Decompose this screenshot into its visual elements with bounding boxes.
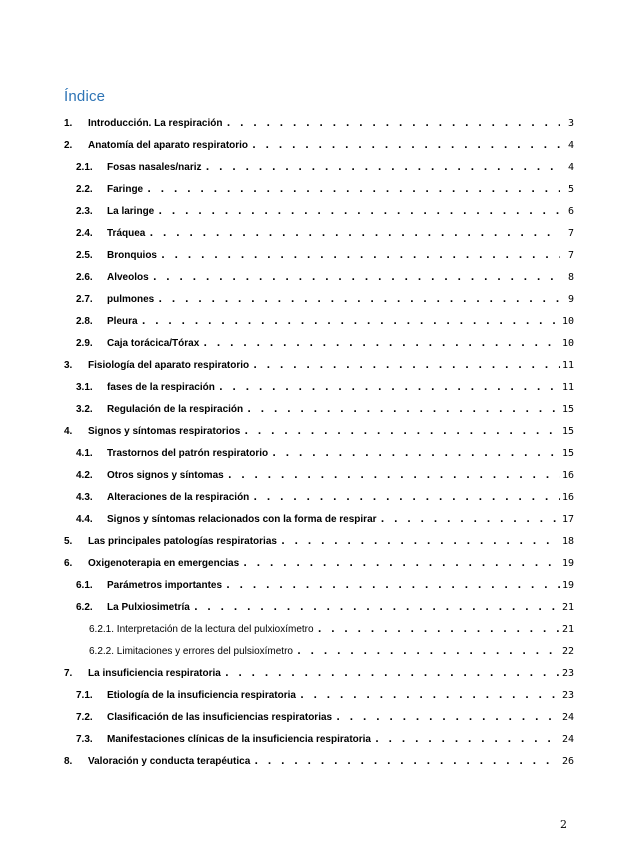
dot-leader xyxy=(280,536,560,548)
toc-entry-label: Pleura xyxy=(107,316,138,327)
toc-entry-number: 2.7. xyxy=(76,294,93,305)
toc-entry[interactable] xyxy=(89,614,574,636)
toc-entry[interactable] xyxy=(76,504,574,526)
toc-entry-number: 2.6. xyxy=(76,272,93,283)
toc-entry-label: Bronquios xyxy=(107,250,157,261)
toc-entry-label: Parámetros importantes xyxy=(107,580,223,591)
toc-entry-label: Otros signos y síntomas xyxy=(107,470,224,481)
toc-entry[interactable] xyxy=(76,460,574,482)
toc-entry-number: 4. xyxy=(64,426,73,437)
toc-entry[interactable] xyxy=(76,306,574,328)
toc-entry-page: 16 xyxy=(561,492,574,503)
toc-entry-label: Fisiología del aparato respiratorio xyxy=(88,360,250,371)
dot-leader xyxy=(374,734,560,746)
toc-entry-label: Signos y síntomas respiratorios xyxy=(88,426,241,437)
dot-leader xyxy=(246,404,560,416)
toc-entry[interactable] xyxy=(76,724,574,746)
dot-leader xyxy=(335,712,560,724)
toc-entry-label: 6.2.1. Interpretación de la lectura del pulxioxímetro xyxy=(89,624,314,635)
dot-leader xyxy=(252,492,560,504)
toc-entry-label: Caja torácica/Tórax xyxy=(107,338,200,349)
toc-entry-number: 7. xyxy=(64,668,73,679)
toc-entry-page: 7 xyxy=(567,228,574,239)
toc-entry-label: fases de la respiración xyxy=(107,382,215,393)
toc-entry-page: 23 xyxy=(561,668,574,679)
dot-leader xyxy=(253,756,560,768)
toc-entry[interactable] xyxy=(64,548,574,570)
page-number: 2 xyxy=(560,818,567,831)
toc-entry-label: Oxigenoterapia en emergencias xyxy=(88,558,240,569)
toc-entry[interactable] xyxy=(64,416,574,438)
toc-entry-label: Signos y síntomas relacionados con la forma de respirar xyxy=(107,514,377,525)
toc-entry-number: 7.3. xyxy=(76,734,93,745)
toc-entry[interactable] xyxy=(64,658,574,680)
toc-entry-label: La insuficiencia respiratoria xyxy=(88,668,221,679)
toc-entry-label: La Pulxiosimetría xyxy=(107,602,190,613)
toc-entry-page: 19 xyxy=(561,558,574,569)
dot-leader xyxy=(380,514,560,526)
toc-entry-page: 26 xyxy=(561,756,574,767)
toc-entry[interactable] xyxy=(76,680,574,702)
toc-entry-number: 2.1. xyxy=(76,162,93,173)
toc-entry-page: 19 xyxy=(561,580,574,591)
toc-entry[interactable] xyxy=(76,592,574,614)
toc-entry-number: 2.2. xyxy=(76,184,93,195)
toc-entry-page: 24 xyxy=(561,712,574,723)
toc-entry-page: 23 xyxy=(561,690,574,701)
toc-entry-page: 8 xyxy=(567,272,574,283)
dot-leader xyxy=(160,250,560,262)
toc-entry-page: 7 xyxy=(567,250,574,261)
dot-leader xyxy=(157,294,560,306)
toc-entry-page: 3 xyxy=(567,118,574,129)
toc-entry[interactable] xyxy=(76,372,574,394)
toc-entry-label: Alteraciones de la respiración xyxy=(107,492,250,503)
dot-leader xyxy=(227,470,560,482)
dot-leader xyxy=(317,624,560,636)
dot-leader xyxy=(157,206,560,218)
toc-entry[interactable] xyxy=(76,152,574,174)
toc-entry-page: 4 xyxy=(567,162,574,173)
toc-title: Índice xyxy=(64,88,106,105)
toc-entry-label: Alveolos xyxy=(107,272,149,283)
toc-entry-label: La laringe xyxy=(107,206,155,217)
toc-entry-label: Manifestaciones clínicas de la insuficiencia respiratoria xyxy=(107,734,371,745)
toc-entry[interactable] xyxy=(76,262,574,284)
toc-entry[interactable] xyxy=(64,350,574,372)
dot-leader xyxy=(243,426,560,438)
dot-leader xyxy=(299,690,560,702)
toc-entry-page: 17 xyxy=(561,514,574,525)
toc-entry-number: 7.2. xyxy=(76,712,93,723)
toc-entry[interactable] xyxy=(76,284,574,306)
toc-entry-number: 1. xyxy=(64,118,73,129)
dot-leader xyxy=(202,338,560,350)
dot-leader xyxy=(148,228,560,240)
toc-entry-label: 6.2.2. Limitaciones y errores del pulsioxímetro xyxy=(89,646,293,657)
toc-entry-number: 2.9. xyxy=(76,338,93,349)
toc-entry-label: Valoración y conducta terapéutica xyxy=(88,756,251,767)
dot-leader xyxy=(252,360,560,372)
dot-leader xyxy=(242,558,560,570)
toc-entry-number: 5. xyxy=(64,536,73,547)
toc-entry[interactable] xyxy=(64,746,574,768)
toc-entry[interactable] xyxy=(64,108,574,130)
toc-entry[interactable] xyxy=(76,196,574,218)
toc-entry-label: Clasificación de las insuficiencias respiratorias xyxy=(107,712,333,723)
toc-entry[interactable] xyxy=(76,394,574,416)
dot-leader xyxy=(152,272,560,284)
toc-entry-page: 15 xyxy=(561,448,574,459)
toc-entry-page: 9 xyxy=(567,294,574,305)
toc-entry-number: 2.4. xyxy=(76,228,93,239)
toc-entry-number: 4.3. xyxy=(76,492,93,503)
toc-entry-label: Etiología de la insuficiencia respiratoria xyxy=(107,690,296,701)
dot-leader xyxy=(218,382,560,394)
dot-leader xyxy=(296,646,560,658)
dot-leader xyxy=(271,448,560,460)
toc-entry-number: 4.4. xyxy=(76,514,93,525)
toc-entry-number: 2. xyxy=(64,140,73,151)
toc-entry-label: Tráquea xyxy=(107,228,146,239)
toc-entry-page: 16 xyxy=(561,470,574,481)
toc-entry-number: 6. xyxy=(64,558,73,569)
toc-entry-label: pulmones xyxy=(107,294,155,305)
toc-entry[interactable] xyxy=(76,482,574,504)
toc-entry-label: Regulación de la respiración xyxy=(107,404,244,415)
toc-entry-number: 6.1. xyxy=(76,580,93,591)
toc-entry-page: 22 xyxy=(561,646,574,657)
toc-entry[interactable] xyxy=(76,438,574,460)
toc-entry[interactable] xyxy=(64,130,574,152)
toc-entry[interactable] xyxy=(64,526,574,548)
dot-leader xyxy=(146,184,560,196)
toc-entry-label: Faringe xyxy=(107,184,144,195)
toc-entry-number: 2.5. xyxy=(76,250,93,261)
toc-entry[interactable] xyxy=(76,218,574,240)
toc-entry-label: Trastornos del patrón respiratorio xyxy=(107,448,269,459)
toc-entry-number: 6.2. xyxy=(76,602,93,613)
toc-entry-number: 4.1. xyxy=(76,448,93,459)
toc-entry-page: 5 xyxy=(567,184,574,195)
toc-entry-number: 8. xyxy=(64,756,73,767)
toc-entry[interactable] xyxy=(76,174,574,196)
toc-entry-number: 3.2. xyxy=(76,404,93,415)
toc-entry-page: 18 xyxy=(561,536,574,547)
toc-entry-page: 6 xyxy=(567,206,574,217)
toc-entry-page: 21 xyxy=(561,602,574,613)
toc-entry-page: 15 xyxy=(561,426,574,437)
toc-entry-label: Las principales patologías respiratorias xyxy=(88,536,277,547)
toc-entry-number: 3.1. xyxy=(76,382,93,393)
dot-leader xyxy=(193,602,560,614)
toc-entry[interactable] xyxy=(76,240,574,262)
toc-entry-label: Fosas nasales/nariz xyxy=(107,162,202,173)
dot-leader xyxy=(225,580,560,592)
dot-leader xyxy=(205,162,561,174)
toc-entry-number: 4.2. xyxy=(76,470,93,481)
toc-entry-number: 2.3. xyxy=(76,206,93,217)
toc-entry-number: 3. xyxy=(64,360,73,371)
toc-entry-page: 21 xyxy=(561,624,574,635)
toc-entry-page: 15 xyxy=(561,404,574,415)
toc-entry-number: 7.1. xyxy=(76,690,93,701)
dot-leader xyxy=(225,118,560,130)
toc-entry-label: Anatomía del aparato respiratorio xyxy=(88,140,249,151)
toc-entry-page: 11 xyxy=(561,360,574,371)
toc-entry[interactable] xyxy=(76,702,574,724)
toc-entry[interactable] xyxy=(89,636,574,658)
toc-entry-page: 10 xyxy=(561,338,574,349)
dot-leader xyxy=(251,140,560,152)
toc-entry[interactable] xyxy=(76,570,574,592)
toc-entry-page: 24 xyxy=(561,734,574,745)
toc-entry-page: 10 xyxy=(561,316,574,327)
dot-leader xyxy=(224,668,560,680)
toc-entry-page: 11 xyxy=(561,382,574,393)
dot-leader xyxy=(141,316,560,328)
toc-entry[interactable] xyxy=(76,328,574,350)
toc-entry-label: Introducción. La respiración xyxy=(88,118,223,129)
toc-entry-number: 2.8. xyxy=(76,316,93,327)
toc-entry-page: 4 xyxy=(567,140,574,151)
